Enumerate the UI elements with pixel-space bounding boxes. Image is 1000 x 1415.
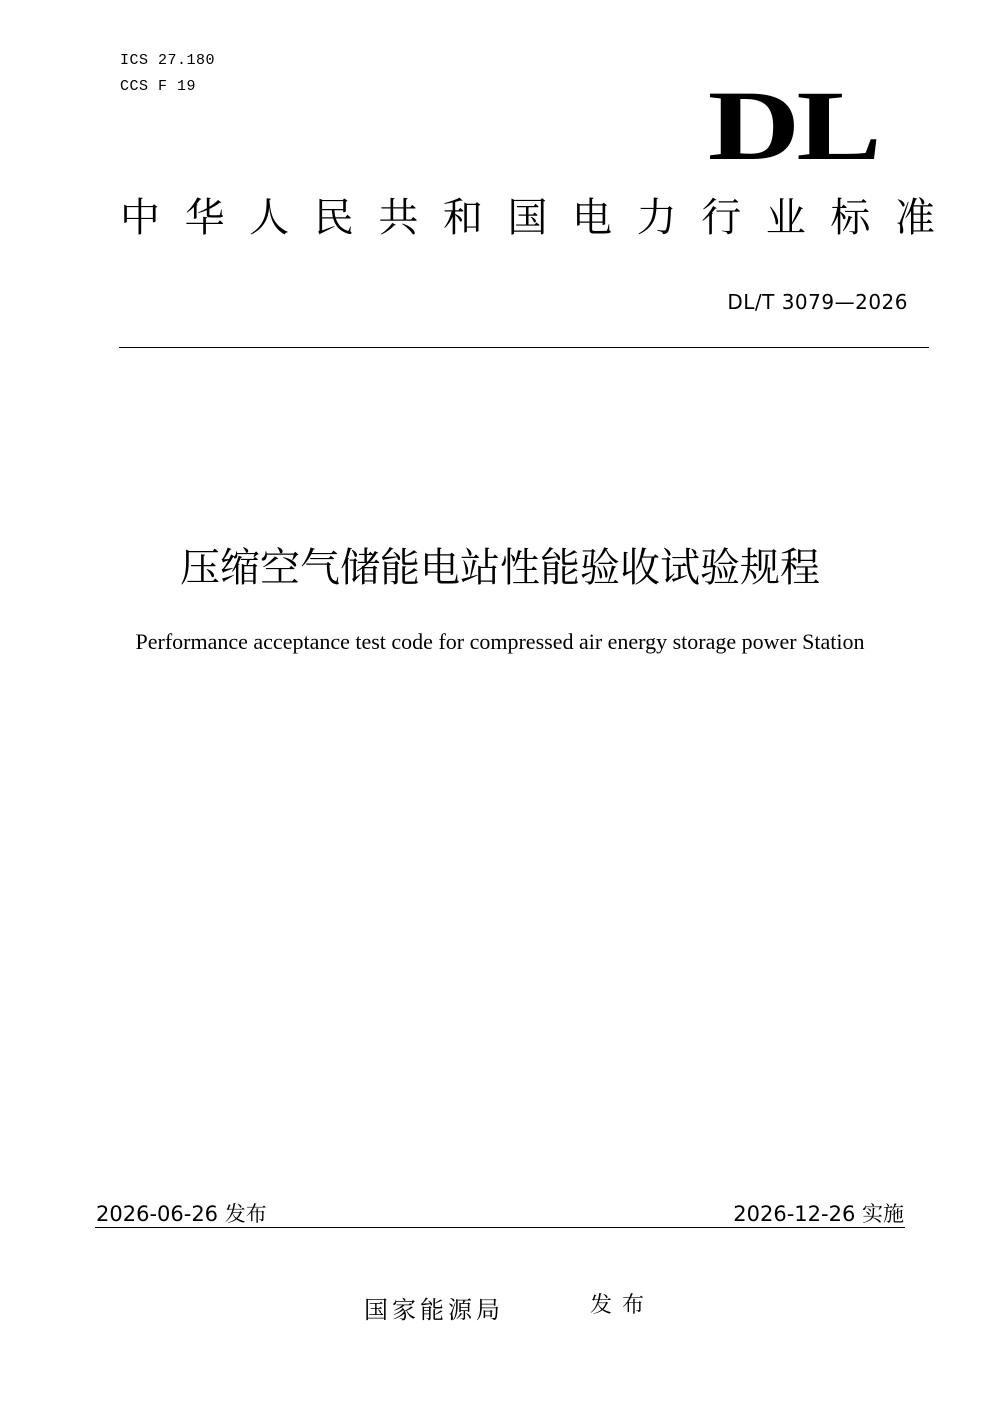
document-title-cn: 压缩空气储能电站性能验收试验规程: [180, 545, 820, 591]
industry-title-char: 电: [572, 195, 613, 241]
ics-code: ICS 27.180: [120, 52, 216, 69]
industry-title-char: 国: [507, 195, 548, 241]
dl-logo: DL: [707, 70, 878, 181]
ccs-code: CCS F 19: [120, 78, 197, 95]
industry-title-char: 业: [765, 195, 806, 241]
industry-title-char: 民: [313, 195, 354, 241]
industry-title-char: 中: [120, 195, 160, 241]
top-divider: [119, 347, 929, 348]
publish-date: 2026-06-26 发布: [96, 1202, 267, 1226]
industry-title-char: 和: [442, 195, 483, 241]
industry-title-char: 准: [894, 195, 935, 241]
industry-title-char: 共: [378, 195, 419, 241]
industry-title-char: 人: [249, 195, 290, 241]
standard-number: DL/T 3079—2026: [727, 290, 908, 314]
document-title-en: Performance acceptance test code for compressed air energy storage power Station: [135, 629, 865, 654]
industry-title-char: 华: [184, 195, 225, 241]
industry-title-char: 标: [830, 195, 871, 241]
issuing-authority: 国家能源局: [364, 1296, 504, 1324]
industry-standard-title: [120, 192, 935, 244]
issue-label: 发布: [590, 1293, 655, 1318]
industry-title-char: 力: [636, 195, 677, 241]
implement-date: 2026-12-26 实施: [733, 1202, 904, 1226]
industry-title-char: 行: [701, 195, 742, 241]
bottom-divider: [95, 1227, 905, 1228]
